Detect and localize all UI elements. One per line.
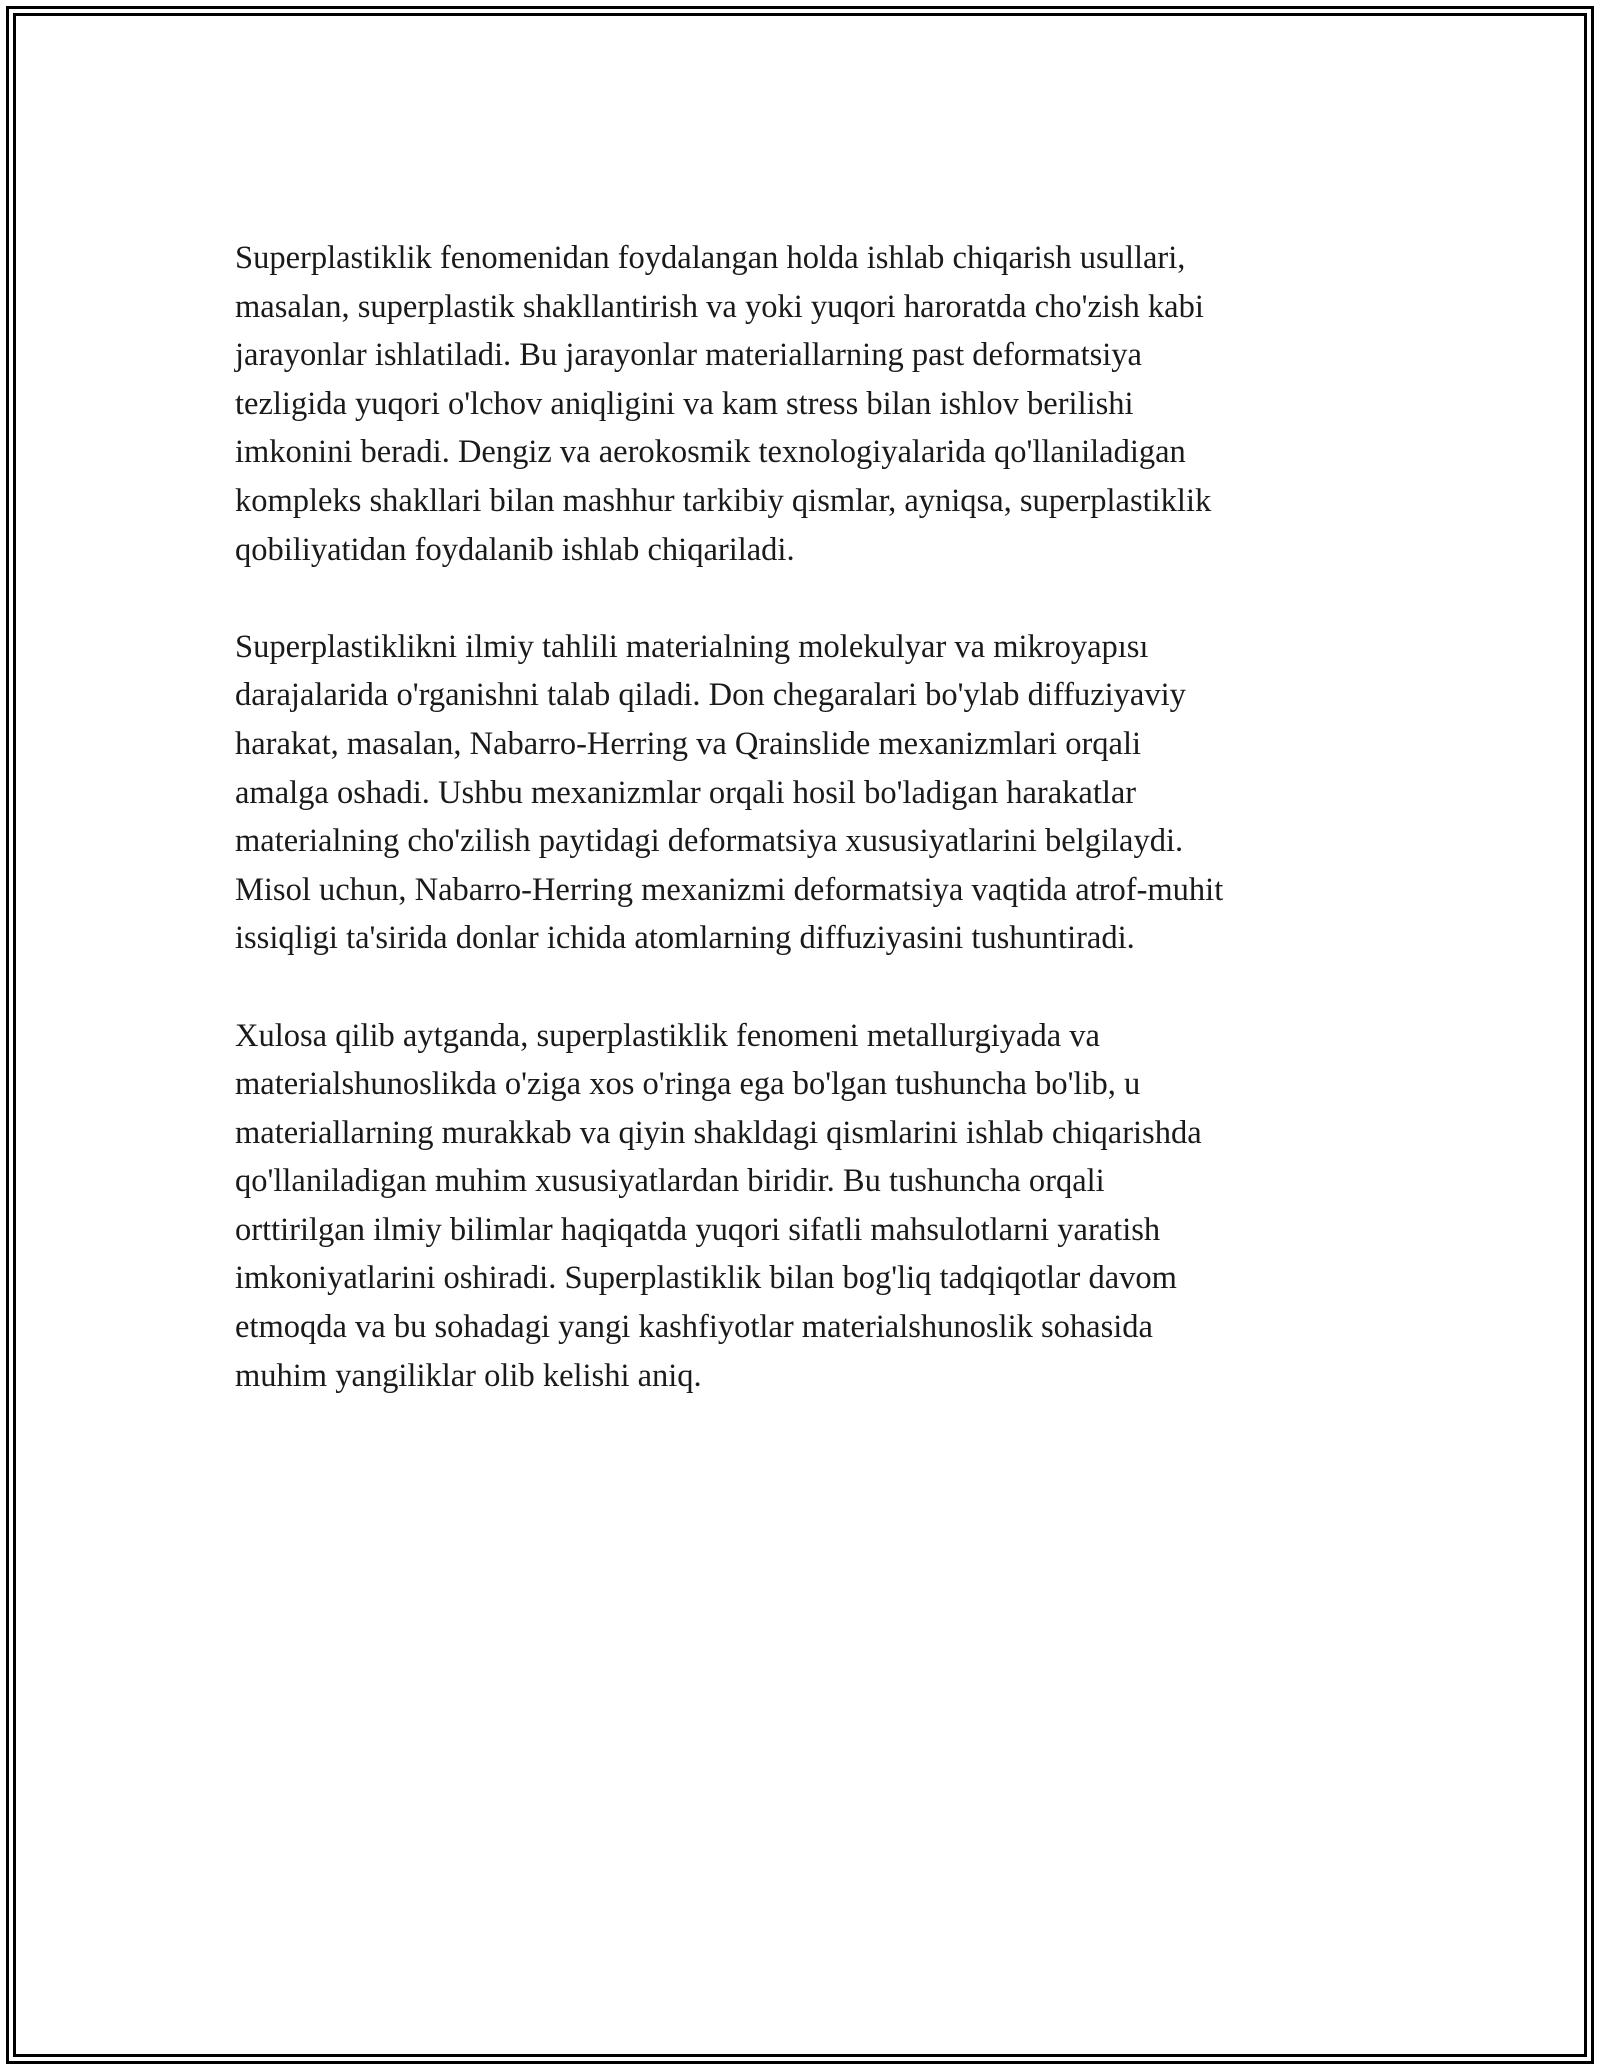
- document-body: [235, 234, 1365, 1449]
- paragraph-3: Xulosa qilib aytganda, superplastiklik fenomeni metallurgiyada va materialshunoslikda o'ziga xos o'ringa ega bo'lgan tushuncha bo'lib, u materiallarning murakkab va qiyin shakldagi qismlarini ishlab chiqarishda qo'llaniladigan muhim xususiyatlardan biridir. Bu tushuncha orqali orttirilgan ilmiy bilimlar haqiqatda yuqori sifatli mahsulotlarni yaratish imkoniyatlarini oshiradi. Superplastiklik bilan bog'liq tadqiqotlar davom etmoqda va bu sohadagi yangi kashfiyotlar materialshunoslik sohasida muhim yangiliklar olib kelishi aniq.: [235, 1017, 1202, 1394]
- paragraph-1: Superplastiklik fenomenidan foydalangan holda ishlab chiqarish usullari, masalan, superplastik shakllantirish va yoki yuqori haroratda cho'zish kabi jarayonlar ishlatiladi. Bu jarayonlar materiallarning past deformatsiya tezligida yuqori o'lchov aniqligini va kam stress bilan ishlov berilishi imkonini beradi. Dengiz va aerokosmik texnologiyalarida qo'llaniladigan kompleks shakllari bilan mashhur tarkibiy qismlar, ayniqsa, superplastiklik qobiliyatidan foydalanib ishlab chiqariladi.: [235, 240, 1212, 568]
- paragraph-2: Superplastiklikni ilmiy tahlili materialning molekulyar va mikroyapısı darajalarida o'rganishni talab qiladi. Don chegaralari bo'ylab diffuziyaviy harakat, masalan, Nabarro-Herring va Qrainslide mexanizmlari orqali amalga oshadi. Ushbu mexanizmlar orqali hosil bo'ladigan harakatlar materialning cho'zilish paytidagi deformatsiya xususiyatlarini belgilaydi. Misol uchun, Nabarro-Herring mexanizmi deformatsiya vaqtida atrof-muhit issiqligi ta'sirida donlar ichida atomlarning diffuziyasini tushuntiradi.: [235, 628, 1224, 957]
